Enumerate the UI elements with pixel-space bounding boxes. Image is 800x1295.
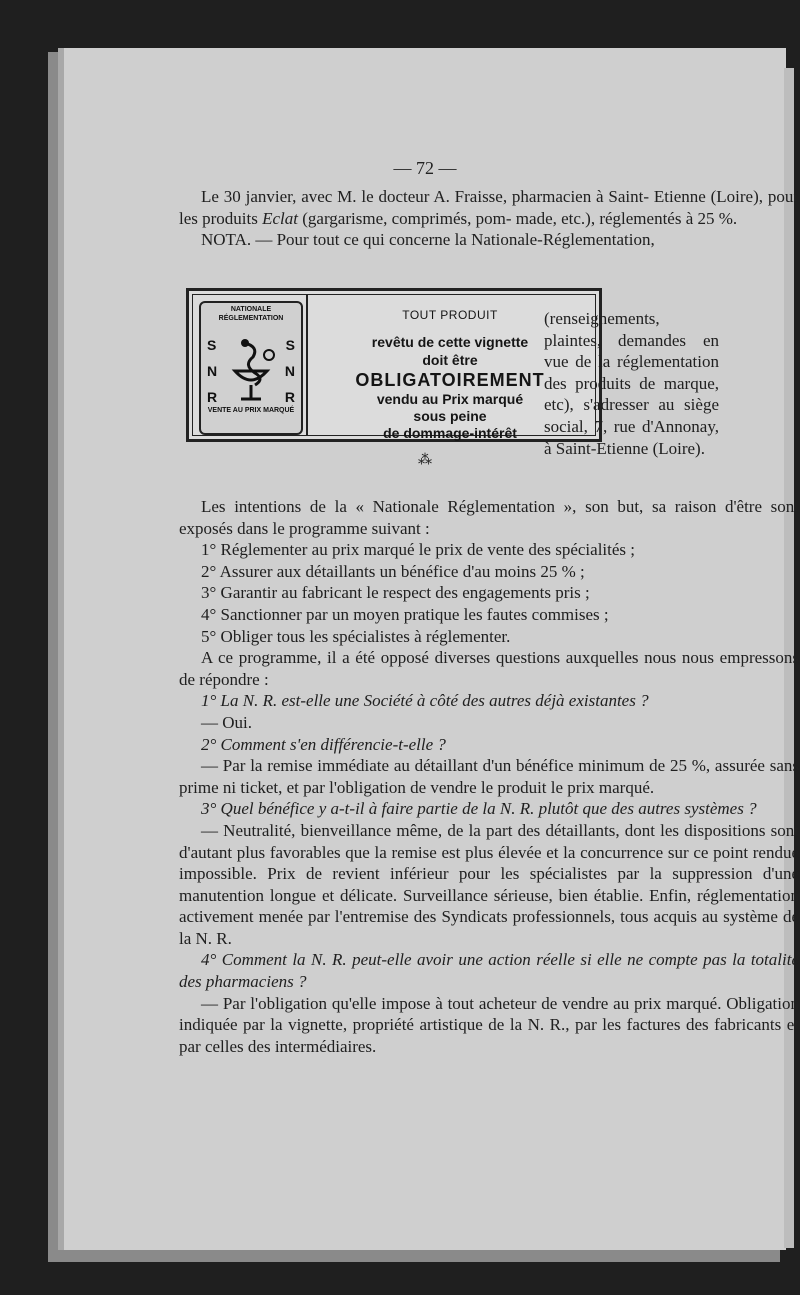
program-item-5: 5° Obliger tous les spécialistes à réglementer. bbox=[201, 626, 511, 646]
stamp-letter-left-1: S bbox=[207, 337, 217, 353]
caduceus-bowl-icon bbox=[225, 333, 277, 403]
program-item-3: 3° Garantir au fabricant le respect des engagements pris ; bbox=[201, 583, 590, 603]
answer-3: — Neutralité, bienveillance même, de la part des détaillants, dont les dispositions sont d'autant plus favorables que la remise est plus élevée et la concurrence sur ce point rendue impossible. Prix de revient inférieur pour les spécialistes par la suppression d'une manutention longue et délicate. Surveillance sérieuse, bien établie. Enfin, réglementation activement menée par l'entremise des Syndicats professionnels, tous acquis au système de la N. R. bbox=[179, 820, 799, 948]
intro-text bbox=[179, 186, 799, 229]
vignette-line-3: doit être bbox=[422, 351, 478, 368]
question-4-text: 4° Comment la N. R. peut-elle avoir une action réelle si elle ne compte pas la totalité des pharmaciens ? bbox=[179, 950, 799, 992]
answer-2: — Par la remise immédiate au détaillant d'un bénéfice minimum de 25 %, assurée sans prime ni ticket, et par l'obligation de vendre le produit le prix marqué. bbox=[179, 756, 799, 797]
nota-side-text: (renseignements, plaintes, demandes en vue de la réglementation des produits de marque, etc), s'adresser au siège social, 7, rue d'Annonay, à Saint-Etienne (Loire). bbox=[544, 309, 719, 458]
question-3 bbox=[179, 798, 799, 820]
program-item-4: 4° Sanctionner par un moyen pratique les fautes commises ; bbox=[201, 604, 609, 624]
asterism-divider: ⁂ bbox=[418, 453, 432, 468]
vignette-divider bbox=[306, 295, 308, 435]
vignette-line-4: OBLIGATOIREMENT bbox=[355, 369, 545, 390]
vignette-line-6: sous peine bbox=[413, 407, 487, 424]
stamp-letter-left-2: N bbox=[207, 363, 218, 379]
nota-side-column bbox=[544, 308, 719, 459]
intro-line-4: made, etc.), réglementés à 25 %. bbox=[515, 208, 738, 228]
question-1-text: 1° La N. R. est-elle une Société à côté des autres déjà existantes ? bbox=[201, 691, 649, 711]
nota-line: NOTA. — Pour tout ce qui concerne la Nationale-Réglementation, bbox=[201, 230, 655, 250]
page-number: — 72 — bbox=[393, 158, 457, 178]
answer-1: — Oui. bbox=[201, 712, 252, 732]
intro-line-2: Etienne (Loire), pour les produits bbox=[179, 187, 800, 228]
vignette-box bbox=[186, 288, 602, 442]
stamp-letter-right-1: S bbox=[285, 337, 295, 353]
question-3-text: 3° Quel bénéfice y a-t-il à faire partie de la N. R. plutôt que des autres systèmes ? bbox=[201, 799, 757, 819]
answer-4: — Par l'obligation qu'elle impose à tout acheteur de vendre au prix marqué. Obligation indiquée par la vignette, propriété artistique de la N. R., par les factures des fabricants et par celles des intermédiaires. bbox=[179, 993, 799, 1056]
intro-line-3: (gargarisme, comprimés, pom- bbox=[298, 208, 512, 228]
stamp-emblem-box bbox=[199, 301, 303, 435]
vignette-line-5: vendu au Prix marqué bbox=[376, 390, 524, 407]
program-intro: Les intentions de la « Nationale Réglementation », son but, sa raison d'être sont exposés dans le programme suivant : bbox=[179, 497, 799, 538]
intro-paragraph bbox=[179, 186, 799, 251]
book-page bbox=[58, 48, 800, 1250]
stamp-letter-left-3: R bbox=[207, 389, 218, 405]
vignette-line-1: TOUT PRODUIT bbox=[402, 308, 498, 322]
vignette-line-7: de dommage-intérêt bbox=[383, 424, 517, 441]
stamp-top-text: NATIONALE RÉGLEMENTATION bbox=[218, 306, 284, 322]
question-2 bbox=[179, 734, 799, 756]
question-1 bbox=[179, 690, 799, 712]
stamp-letter-right-3: R bbox=[284, 389, 295, 405]
program-item-2: 2° Assurer aux détaillants un bénéfice d'au moins 25 % ; bbox=[201, 561, 585, 581]
program-item-1: 1° Réglementer au prix marqué le prix de vente des spécialités ; bbox=[201, 540, 636, 560]
vignette-frame bbox=[192, 294, 596, 441]
question-4 bbox=[179, 949, 799, 992]
product-name: Eclat bbox=[262, 208, 298, 228]
stamp-bottom-text: VENTE AU PRIX MARQUÉ bbox=[207, 407, 295, 414]
questions-intro: A ce programme, il a été opposé diverses questions auxquelles nous nous empressons de répondre : bbox=[179, 648, 799, 689]
main-text bbox=[179, 496, 799, 1057]
intro-line-1: Le 30 janvier, avec M. le docteur A. Fraisse, pharmacien à Saint- bbox=[201, 187, 650, 206]
vignette-line-2: revêtu de cette vignette bbox=[371, 333, 529, 350]
question-2-text: 2° Comment s'en différencie-t-elle ? bbox=[201, 734, 446, 754]
stamp-letter-right-2: N bbox=[284, 363, 295, 379]
